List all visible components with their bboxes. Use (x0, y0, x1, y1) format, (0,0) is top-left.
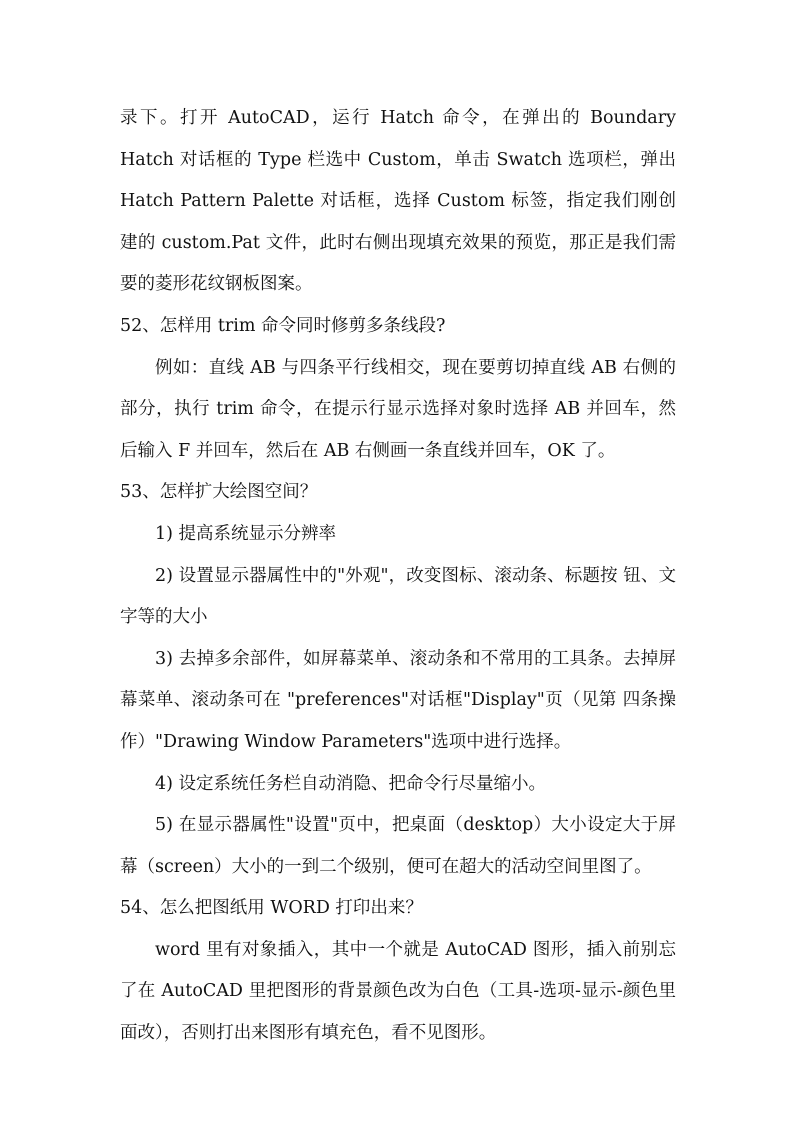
paragraph-hatch-continuation: 录下。打开 AutoCAD，运行 Hatch 命令，在弹出的 Boundary Hatch 对话框的 Type 栏选中 Custom，单击 Swatch 选项栏，弹出 Hatch Pattern Palette 对话框，选择 Custom 标签，指定我们刚创建的 custom.Pat 文件，此时右侧出现填充效果的预览，那正是我们需要的菱形花纹钢板图案。 (120, 108, 676, 295)
heading-q52: 52、怎样用 trim 命令同时修剪多条线段? (120, 315, 446, 336)
list-item-2: 2) 设置显示器属性中的"外观"，改变图标、滚动条、标题按 钮、文字等的大小 (120, 565, 676, 628)
list-item-4: 4) 设定系统任务栏自动消隐、把命令行尽量缩小。 (155, 773, 547, 794)
document-body (120, 98, 676, 1055)
paragraph-trim-example: 例如：直线 AB 与四条平行线相交，现在要剪切掉直线 AB 右侧的部分，执行 trim 命令，在提示行显示选择对象时选择 AB 并回车，然后输入 F 并回车，然后在 AB 右侧画一条直线并回车，OK 了。 (120, 357, 676, 461)
paragraph-word-print: word 里有对象插入，其中一个就是 AutoCAD 图形，插入前别忘了在 AutoCAD 里把图形的背景颜色改为白色（工具-选项-显示-颜色里面改），否则打出来图形有填充色，看不见图形。 (120, 939, 676, 1044)
heading-q53: 53、怎样扩大绘图空间？ (120, 482, 318, 503)
heading-q54: 54、怎么把图纸用 WORD 打印出来？ (120, 898, 423, 919)
list-item-3: 3) 去掉多余部件，如屏幕菜单、滚动条和不常用的工具条。去掉屏幕菜单、滚动条可在 "preferences"对话框"Display"页（见第 四条操作）"Drawing Window Parameters"选项中进行选择。 (120, 648, 676, 752)
list-item-1: 1) 提高系统显示分辨率 (155, 523, 337, 544)
list-item-5: 5) 在显示器属性"设置"页中，把桌面（desktop）大小设定大于屏幕（screen）大小的一到二个级别，便可在超大的活动空间里图了。 (120, 815, 676, 877)
